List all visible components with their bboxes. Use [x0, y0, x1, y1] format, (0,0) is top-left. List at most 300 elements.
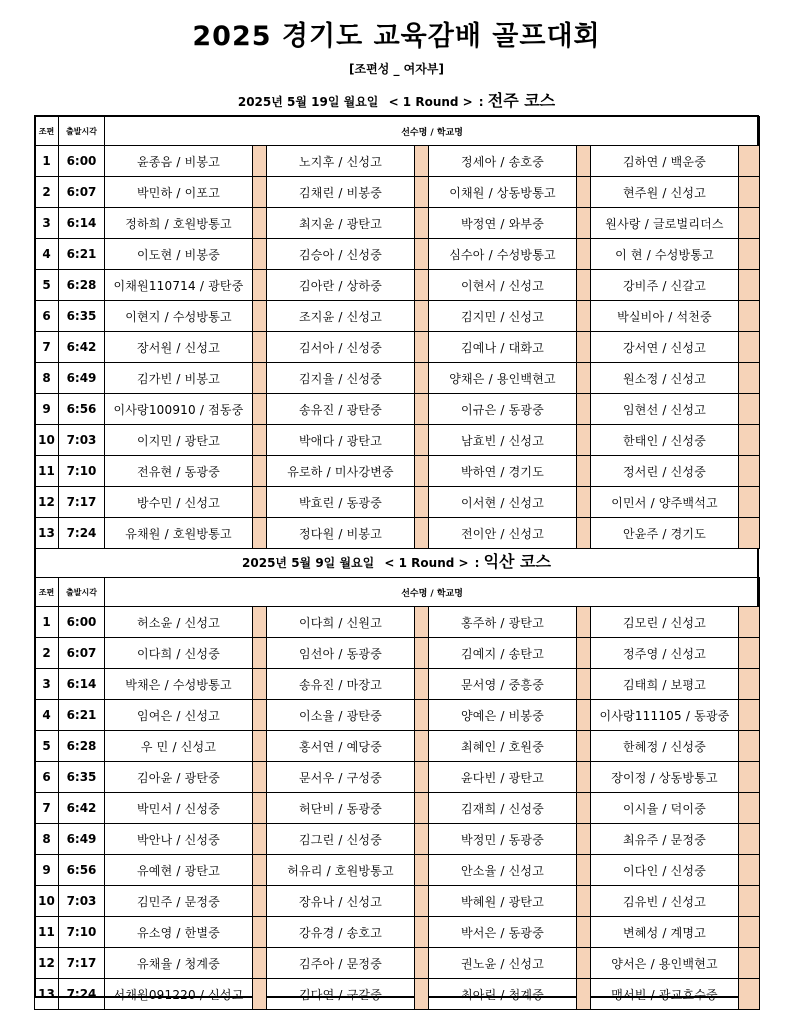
spacer-cell [415, 824, 429, 855]
round-date: 2025년 5월 9일 월요일 [242, 556, 375, 570]
player-cell: 유채원 / 호원방통고 [105, 518, 253, 549]
spacer-cell [253, 487, 267, 518]
spacer-cell [415, 762, 429, 793]
spacer-cell [253, 793, 267, 824]
player-cell: 장서원 / 신성고 [105, 332, 253, 363]
spacer-cell [739, 518, 760, 549]
player-cell: 현주원 / 신성고 [591, 177, 739, 208]
header-players: 선수명 / 학교명 [105, 578, 760, 607]
spacer-cell [415, 239, 429, 270]
header-start-time: 출발시각 [59, 578, 105, 607]
player-cell: 맹서빈 / 광교호수중 [591, 979, 739, 1010]
table-row [35, 607, 760, 638]
start-time: 7:10 [59, 917, 105, 948]
spacer-cell [415, 669, 429, 700]
spacer-cell [739, 425, 760, 456]
spacer-cell [253, 948, 267, 979]
table-row [35, 208, 760, 239]
group-number: 7 [35, 332, 59, 363]
spacer-cell [739, 793, 760, 824]
start-time: 6:14 [59, 208, 105, 239]
spacer-cell [577, 177, 591, 208]
table-row [35, 456, 760, 487]
player-cell: 방수민 / 신성고 [105, 487, 253, 518]
player-cell: 임선아 / 동광중 [267, 638, 415, 669]
spacer-cell [415, 518, 429, 549]
spacer-cell [253, 607, 267, 638]
spacer-cell [415, 363, 429, 394]
player-cell: 김재희 / 신성중 [429, 793, 577, 824]
start-time: 7:24 [59, 979, 105, 1010]
player-cell: 전유현 / 동광중 [105, 456, 253, 487]
start-time: 6:00 [59, 146, 105, 177]
spacer-cell [739, 762, 760, 793]
player-cell: 이도현 / 비봉중 [105, 239, 253, 270]
player-cell: 김지민 / 신성고 [429, 301, 577, 332]
player-cell: 박효린 / 동광중 [267, 487, 415, 518]
player-cell: 강서연 / 신성고 [591, 332, 739, 363]
spacer-cell [577, 146, 591, 177]
player-cell: 김다연 / 구갈중 [267, 979, 415, 1010]
page-title: 2025 경기도 교육감배 골프대회 [192, 21, 601, 52]
player-cell: 최유주 / 문정중 [591, 824, 739, 855]
player-cell: 최지윤 / 광탄고 [267, 208, 415, 239]
start-time: 6:21 [59, 239, 105, 270]
player-cell: 장이정 / 상동방통고 [591, 762, 739, 793]
player-cell: 윤다빈 / 광탄고 [429, 762, 577, 793]
player-cell: 정주영 / 신성고 [591, 638, 739, 669]
spacer-cell [253, 886, 267, 917]
spacer-cell [739, 146, 760, 177]
table-row [35, 762, 760, 793]
player-cell: 이사랑111105 / 동광중 [591, 700, 739, 731]
round-colon: : [474, 556, 480, 570]
spacer-cell [253, 394, 267, 425]
round-course: 익산 코스 [483, 552, 551, 571]
player-cell: 이현서 / 신성고 [429, 270, 577, 301]
player-cell: 박정민 / 동광중 [429, 824, 577, 855]
table-row [35, 700, 760, 731]
table-row [35, 487, 760, 518]
player-cell: 박민서 / 신성중 [105, 793, 253, 824]
player-cell: 이지민 / 광탄고 [105, 425, 253, 456]
round-label: < 1 Round > [384, 556, 469, 570]
player-cell: 정다원 / 비봉고 [267, 518, 415, 549]
spacer-cell [415, 332, 429, 363]
player-cell: 장유나 / 신성고 [267, 886, 415, 917]
start-time: 6:49 [59, 363, 105, 394]
start-time: 6:56 [59, 394, 105, 425]
player-cell: 최아린 / 청계중 [429, 979, 577, 1010]
player-cell: 김채린 / 비봉중 [267, 177, 415, 208]
round-heading-1 [34, 91, 759, 112]
spacer-cell [415, 948, 429, 979]
spacer-cell [577, 208, 591, 239]
spacer-cell [415, 607, 429, 638]
spacer-cell [577, 700, 591, 731]
player-cell: 김태희 / 보평고 [591, 669, 739, 700]
start-time: 6:42 [59, 332, 105, 363]
group-number: 11 [35, 456, 59, 487]
header-players: 선수명 / 학교명 [105, 117, 760, 146]
player-cell: 김예나 / 대화고 [429, 332, 577, 363]
spacer-cell [415, 177, 429, 208]
player-cell: 임현선 / 신성고 [591, 394, 739, 425]
group-number: 8 [35, 824, 59, 855]
table-row [35, 886, 760, 917]
player-cell: 김하연 / 백운중 [591, 146, 739, 177]
player-cell: 최혜인 / 호원중 [429, 731, 577, 762]
spacer-cell [253, 917, 267, 948]
table-row [35, 394, 760, 425]
player-cell: 허단비 / 동광중 [267, 793, 415, 824]
player-cell: 원소정 / 신성고 [591, 363, 739, 394]
spacer-cell [739, 270, 760, 301]
spacer-cell [253, 855, 267, 886]
start-time: 6:07 [59, 638, 105, 669]
player-cell: 이서현 / 신성고 [429, 487, 577, 518]
spacer-cell [577, 731, 591, 762]
player-cell: 김민주 / 문정중 [105, 886, 253, 917]
spacer-cell [577, 638, 591, 669]
spacer-cell [253, 270, 267, 301]
player-cell: 이 현 / 수성방통고 [591, 239, 739, 270]
spacer-cell [577, 669, 591, 700]
player-cell: 박혜원 / 광탄고 [429, 886, 577, 917]
player-cell: 송유진 / 마장고 [267, 669, 415, 700]
start-time: 6:42 [59, 793, 105, 824]
player-cell: 홍서연 / 예당중 [267, 731, 415, 762]
group-number: 2 [35, 177, 59, 208]
spacer-cell [577, 855, 591, 886]
player-cell: 박민하 / 이포고 [105, 177, 253, 208]
player-cell: 허소윤 / 신성고 [105, 607, 253, 638]
spacer-cell [577, 332, 591, 363]
table-row [35, 638, 760, 669]
player-cell: 김가빈 / 비봉고 [105, 363, 253, 394]
player-cell: 안소율 / 신성고 [429, 855, 577, 886]
player-cell: 남효빈 / 신성고 [429, 425, 577, 456]
group-number: 6 [35, 301, 59, 332]
spacer-cell [253, 731, 267, 762]
spacer-cell [253, 762, 267, 793]
group-number: 12 [35, 948, 59, 979]
group-number: 10 [35, 886, 59, 917]
spacer-cell [577, 239, 591, 270]
table-row [35, 855, 760, 886]
spacer-cell [253, 456, 267, 487]
table-row [35, 239, 760, 270]
group-number: 13 [35, 979, 59, 1010]
page-subtitle: [조편성 _ 여자부] [349, 62, 444, 76]
table-row [35, 518, 760, 549]
player-cell: 이다희 / 신성중 [105, 638, 253, 669]
spacer-cell [253, 669, 267, 700]
spacer-cell [739, 487, 760, 518]
round-label: < 1 Round > [388, 95, 473, 109]
round-date: 2025년 5월 19일 월요일 [237, 95, 379, 109]
group-number: 9 [35, 855, 59, 886]
spacer-cell [415, 394, 429, 425]
start-time: 6:00 [59, 607, 105, 638]
player-cell: 문서우 / 구성중 [267, 762, 415, 793]
spacer-cell [253, 700, 267, 731]
group-number: 6 [35, 762, 59, 793]
player-cell: 임여은 / 신성고 [105, 700, 253, 731]
player-cell: 김승아 / 신성중 [267, 239, 415, 270]
player-cell: 송유진 / 광탄중 [267, 394, 415, 425]
start-time: 6:28 [59, 270, 105, 301]
spacer-cell [577, 487, 591, 518]
player-cell: 김주아 / 문정중 [267, 948, 415, 979]
spacer-cell [415, 146, 429, 177]
spacer-cell [415, 855, 429, 886]
table-row [35, 917, 760, 948]
group-number: 9 [35, 394, 59, 425]
player-cell: 이채원110714 / 광탄중 [105, 270, 253, 301]
player-cell: 정세아 / 송호중 [429, 146, 577, 177]
start-time: 6:35 [59, 762, 105, 793]
spacer-cell [739, 917, 760, 948]
spacer-cell [739, 239, 760, 270]
spacer-cell [577, 456, 591, 487]
group-number: 10 [35, 425, 59, 456]
spacer-cell [253, 425, 267, 456]
player-cell: 심수아 / 수성방통고 [429, 239, 577, 270]
player-cell: 원사랑 / 글로벌리더스 [591, 208, 739, 239]
player-cell: 박채은 / 수성방통고 [105, 669, 253, 700]
player-cell: 박정연 / 와부중 [429, 208, 577, 239]
group-number: 12 [35, 487, 59, 518]
schedule-table-1 [34, 116, 760, 549]
table-row [35, 363, 760, 394]
spacer-cell [739, 456, 760, 487]
start-time: 6:35 [59, 301, 105, 332]
player-cell: 강유경 / 송호고 [267, 917, 415, 948]
spacer-cell [415, 487, 429, 518]
spacer-cell [415, 886, 429, 917]
start-time: 6:56 [59, 855, 105, 886]
player-cell: 이민서 / 양주백석고 [591, 487, 739, 518]
spacer-cell [253, 208, 267, 239]
spacer-cell [415, 301, 429, 332]
player-cell: 우 민 / 신성고 [105, 731, 253, 762]
group-number: 5 [35, 270, 59, 301]
spacer-cell [739, 669, 760, 700]
player-cell: 김서아 / 신성중 [267, 332, 415, 363]
spacer-cell [739, 638, 760, 669]
spacer-cell [577, 518, 591, 549]
spacer-cell [253, 301, 267, 332]
spacer-cell [577, 793, 591, 824]
spacer-cell [739, 700, 760, 731]
player-cell: 이다희 / 신원고 [267, 607, 415, 638]
start-time: 7:17 [59, 487, 105, 518]
group-number: 7 [35, 793, 59, 824]
spacer-cell [253, 146, 267, 177]
spacer-cell [253, 332, 267, 363]
player-cell: 이채원 / 상동방통고 [429, 177, 577, 208]
player-cell: 정하희 / 호원방통고 [105, 208, 253, 239]
player-cell: 노지후 / 신성고 [267, 146, 415, 177]
spacer-cell [577, 607, 591, 638]
player-cell: 양예은 / 비봉중 [429, 700, 577, 731]
player-cell: 유채율 / 청계중 [105, 948, 253, 979]
spacer-cell [739, 363, 760, 394]
group-number: 2 [35, 638, 59, 669]
spacer-cell [253, 177, 267, 208]
player-cell: 전이안 / 신성고 [429, 518, 577, 549]
spacer-cell [253, 239, 267, 270]
spacer-cell [577, 824, 591, 855]
spacer-cell [415, 731, 429, 762]
spacer-cell [253, 363, 267, 394]
round-colon: : [478, 95, 484, 109]
player-cell: 이다인 / 신성중 [591, 855, 739, 886]
player-cell: 김유빈 / 신성고 [591, 886, 739, 917]
spacer-cell [739, 607, 760, 638]
spacer-cell [739, 886, 760, 917]
spacer-cell [577, 363, 591, 394]
table-header-row [35, 117, 760, 146]
header-start-time: 출발시각 [59, 117, 105, 146]
player-cell: 한혜정 / 신성중 [591, 731, 739, 762]
spacer-cell [739, 394, 760, 425]
start-time: 7:03 [59, 425, 105, 456]
spacer-cell [415, 456, 429, 487]
header-group-number: 조편 [35, 117, 59, 146]
group-number: 4 [35, 239, 59, 270]
group-number: 4 [35, 700, 59, 731]
player-cell: 김모린 / 신성고 [591, 607, 739, 638]
spacer-cell [739, 855, 760, 886]
player-cell: 권노윤 / 신성고 [429, 948, 577, 979]
spacer-cell [253, 824, 267, 855]
player-cell: 유소영 / 한별중 [105, 917, 253, 948]
group-number: 5 [35, 731, 59, 762]
start-time: 7:24 [59, 518, 105, 549]
start-time: 6:14 [59, 669, 105, 700]
table-row [35, 177, 760, 208]
player-cell: 변혜성 / 계명고 [591, 917, 739, 948]
player-cell: 박안나 / 신성중 [105, 824, 253, 855]
start-time: 6:07 [59, 177, 105, 208]
spacer-cell [577, 948, 591, 979]
table-row [35, 824, 760, 855]
group-number: 1 [35, 146, 59, 177]
player-cell: 유예현 / 광탄고 [105, 855, 253, 886]
spacer-cell [415, 793, 429, 824]
player-cell: 박애다 / 광탄고 [267, 425, 415, 456]
player-cell: 박하연 / 경기도 [429, 456, 577, 487]
spacer-cell [577, 394, 591, 425]
player-cell: 이시율 / 덕이중 [591, 793, 739, 824]
group-number: 8 [35, 363, 59, 394]
start-time: 6:21 [59, 700, 105, 731]
spacer-cell [415, 208, 429, 239]
player-cell: 강비주 / 신갈고 [591, 270, 739, 301]
player-cell: 양서은 / 용인백현고 [591, 948, 739, 979]
player-cell: 이소율 / 광탄중 [267, 700, 415, 731]
table-row [35, 301, 760, 332]
spacer-cell [415, 700, 429, 731]
spacer-cell [739, 731, 760, 762]
spacer-cell [739, 301, 760, 332]
player-cell: 김지율 / 신성중 [267, 363, 415, 394]
player-cell: 김예지 / 송탄고 [429, 638, 577, 669]
player-cell: 문서영 / 중흥중 [429, 669, 577, 700]
group-number: 1 [35, 607, 59, 638]
table-row [35, 146, 760, 177]
player-cell: 이사랑100910 / 점동중 [105, 394, 253, 425]
spacer-cell [415, 638, 429, 669]
spacer-cell [739, 948, 760, 979]
player-cell: 유로하 / 미사강변중 [267, 456, 415, 487]
spacer-cell [577, 762, 591, 793]
table-row [35, 793, 760, 824]
spacer-cell [253, 518, 267, 549]
start-time: 7:03 [59, 886, 105, 917]
group-number: 11 [35, 917, 59, 948]
player-cell: 김아란 / 상하중 [267, 270, 415, 301]
player-cell: 허유리 / 호원방통고 [267, 855, 415, 886]
start-time: 6:28 [59, 731, 105, 762]
start-time: 7:17 [59, 948, 105, 979]
spacer-cell [739, 208, 760, 239]
player-cell: 안윤주 / 경기도 [591, 518, 739, 549]
player-cell: 윤종음 / 비봉고 [105, 146, 253, 177]
spacer-cell [577, 425, 591, 456]
player-cell: 홍주하 / 광탄고 [429, 607, 577, 638]
table-row [35, 332, 760, 363]
player-cell: 김아윤 / 광탄중 [105, 762, 253, 793]
player-cell: 김그린 / 신성중 [267, 824, 415, 855]
table-row [35, 948, 760, 979]
group-number: 13 [35, 518, 59, 549]
spacer-cell [415, 270, 429, 301]
spacer-cell [577, 917, 591, 948]
spacer-cell [739, 824, 760, 855]
player-cell: 한태인 / 신성중 [591, 425, 739, 456]
spacer-cell [415, 917, 429, 948]
schedule-table-2 [34, 577, 760, 1010]
table-header-row [35, 578, 760, 607]
spacer-cell [577, 886, 591, 917]
player-cell: 서채원091220 / 신성고 [105, 979, 253, 1010]
player-cell: 이규은 / 동광중 [429, 394, 577, 425]
spacer-cell [577, 270, 591, 301]
table-row [35, 669, 760, 700]
table-row [35, 425, 760, 456]
round-heading-2 [34, 552, 759, 573]
start-time: 7:10 [59, 456, 105, 487]
header-group-number: 조편 [35, 578, 59, 607]
spacer-cell [739, 177, 760, 208]
group-number: 3 [35, 669, 59, 700]
round-course: 전주 코스 [487, 91, 556, 110]
spacer-cell [415, 425, 429, 456]
spacer-cell [739, 332, 760, 363]
spacer-cell [253, 638, 267, 669]
player-cell: 조지윤 / 신성고 [267, 301, 415, 332]
player-cell: 박서은 / 동광중 [429, 917, 577, 948]
group-number: 3 [35, 208, 59, 239]
start-time: 6:49 [59, 824, 105, 855]
player-cell: 양채은 / 용인백현고 [429, 363, 577, 394]
table-row [35, 270, 760, 301]
player-cell: 이현지 / 수성방통고 [105, 301, 253, 332]
table-row [35, 731, 760, 762]
